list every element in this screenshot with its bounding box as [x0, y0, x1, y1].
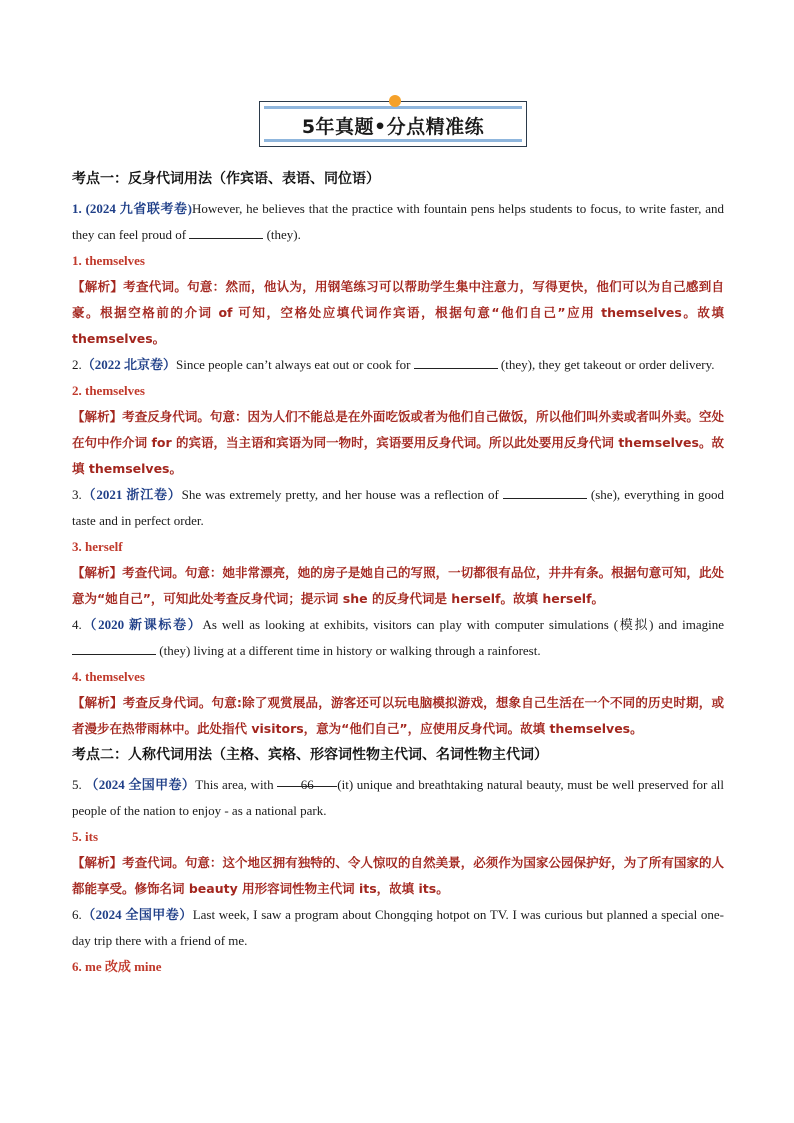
question-number: 3. [72, 487, 82, 502]
question-text: Last week, I saw a program about Chongqing hotpot on TV. I was curious but planned a special one-day trip there with a friend of me. [72, 907, 724, 948]
answer-blank [414, 354, 498, 369]
answer-blank [72, 640, 156, 655]
orange-dot-icon [389, 95, 401, 107]
question-source: （2024 全国甲卷） [85, 777, 196, 792]
question-4 [72, 612, 724, 664]
explanation-4: 【解析】考查反身代词。句意:除了观赏展品，游客还可以玩电脑模拟游戏，想象自己生活在一个不同的历史时期，或者漫步在热带雨林中。此处指代 visitors，意为“他们自己”，应使用反身代词。故填 themselves。 [72, 695, 724, 736]
question-text-end: (they) living at a different time in history or walking through a rainforest. [156, 643, 541, 658]
page-title: 5年真题•分点精准练 [301, 116, 485, 138]
answer-blank [189, 224, 263, 239]
explanation-5: 【解析】考查代词。句意：这个地区拥有独特的、令人惊叹的自然美景，必须作为国家公园保护好，为了所有国家的人都能享受。修饰名词 beauty 用形容词性物主代词 its，故填 its。 [72, 855, 724, 896]
question-number: 4. [72, 617, 82, 632]
question-text: Since people can’t always eat out or cook for [176, 357, 414, 372]
section-heading-2: 考点二：人称代词用法（主格、宾格、形容词性物主代词、名词性物主代词） [72, 747, 548, 763]
question-number: 2. [72, 357, 82, 372]
title-box [259, 101, 527, 147]
answer-1: 1. themselves [72, 253, 145, 268]
question-2 [72, 352, 724, 378]
section-heading-1: 考点一：反身代词用法（作宾语、表语、同位语） [72, 171, 380, 187]
question-text: She was extremely pretty, and her house was a reflection of [181, 487, 503, 502]
question-5 [72, 772, 724, 824]
question-text-end: (it) unique and breathtaking natural beauty, must be well preserved for all people of the nation to enjoy - as a national park. [72, 777, 724, 818]
question-source: （2022 北京卷） [81, 357, 177, 372]
question-1 [72, 196, 724, 248]
question-number: 6. [72, 907, 82, 922]
question-text: This area, with [195, 777, 278, 792]
answer-blank: 66 [277, 772, 337, 787]
question-text-end: (she), everything in good taste and in perfect order. [72, 487, 724, 528]
answer-4: 4. themselves [72, 669, 145, 684]
question-source: （2020 新课标卷） [81, 617, 203, 632]
question-number: 5. [72, 777, 86, 792]
explanation-3: 【解析】考查代词。句意：她非常漂亮，她的房子是她自己的写照，一切都很有品位，井井有条。根据句意可知，此处意为“她自己”，可知此处考查反身代词；提示词 she 的反身代词是 herself。故填 herself。 [72, 565, 724, 606]
answer-3: 3. herself [72, 539, 123, 554]
question-source: (2024 九省联考卷) [85, 201, 192, 216]
answer-6: 6. me 改成 mine [72, 959, 162, 974]
question-source: （2021 浙江卷） [81, 487, 182, 502]
question-6 [72, 902, 724, 954]
answer-5: 5. its [72, 829, 98, 844]
explanation-1: 【解析】考查代词。句意：然而，他认为，用钢笔练习可以帮助学生集中注意力，写得更快，他们可以为自己感到自豪。根据空格前的介词 of 可知，空格处应填代词作宾语，根据句意“他们自己”应用 themselves。故填 themselves。 [72, 279, 724, 346]
document-body [72, 166, 724, 980]
answer-blank [503, 484, 587, 499]
explanation-2: 【解析】考查反身代词。句意：因为人们不能总是在外面吃饭或者为他们自己做饭，所以他们叫外卖或者叫外卖。空处在句中作介词 for 的宾语，当主语和宾语为同一物时，宾语要用反身代词。所以此处要用反身代词 themselves。故填 themselves。 [72, 409, 724, 476]
question-text-end: (they). [263, 227, 301, 242]
question-source: （2024 全国甲卷） [81, 907, 193, 922]
question-text: However, he believes that the practice with fountain pens helps students to focus, to write faster, and they can feel proud of [72, 201, 724, 242]
question-3 [72, 482, 724, 534]
question-text: As well as looking at exhibits, visitors can play with computer simulations (模拟) and imagine [202, 617, 724, 632]
title-banner [259, 101, 531, 151]
question-number: 1. [72, 201, 86, 216]
answer-2: 2. themselves [72, 383, 145, 398]
question-text-end: (they), they get takeout or order delivery. [497, 357, 715, 372]
